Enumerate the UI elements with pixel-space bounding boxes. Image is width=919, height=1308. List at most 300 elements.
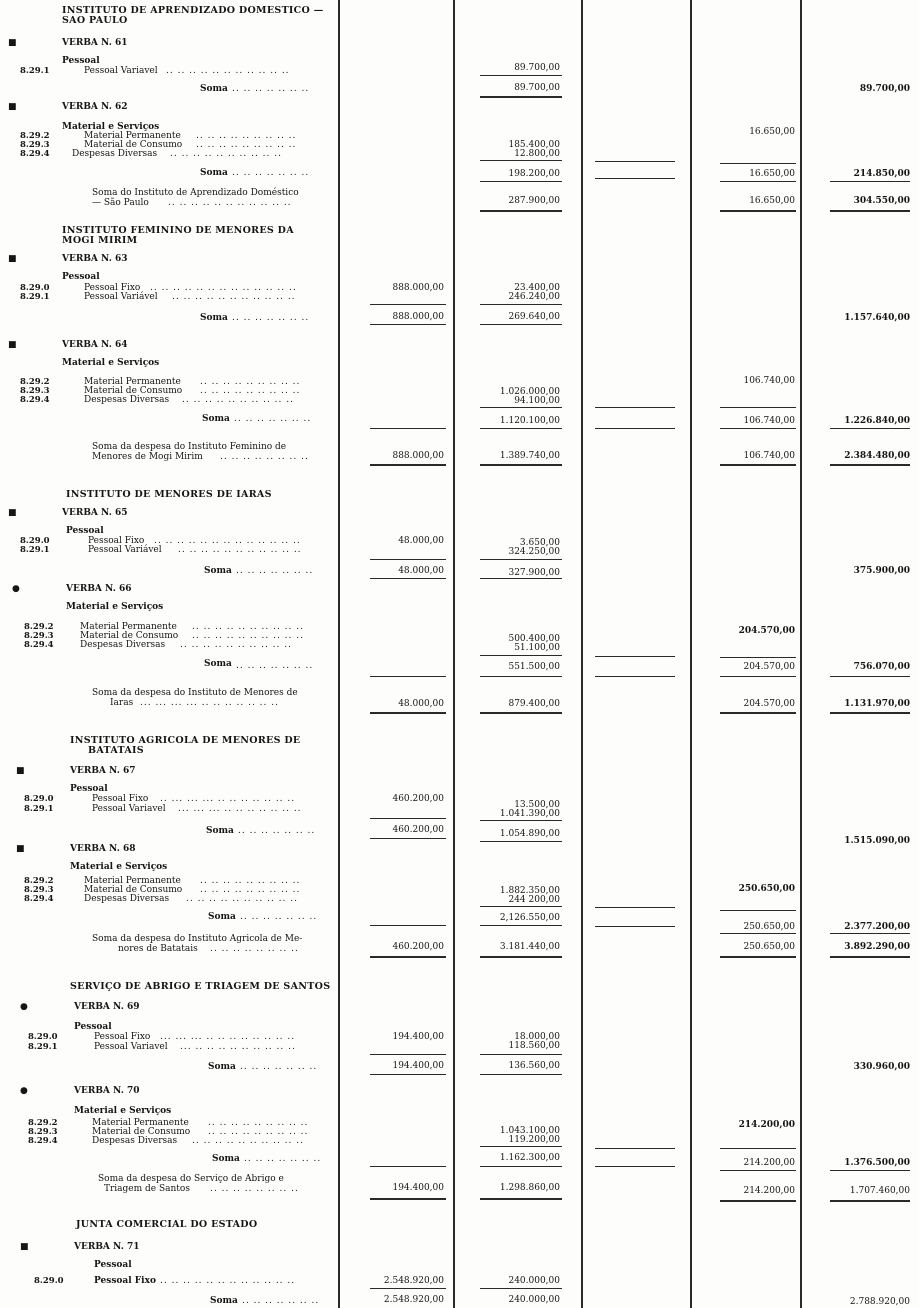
amount: 194.400,00 — [392, 1032, 444, 1042]
amount-total: 1.157.640,00 — [844, 313, 910, 323]
sum-rule — [480, 1198, 562, 1200]
margin-mark: ■ — [8, 102, 17, 112]
amount-total: 2.788.920,00 — [849, 1297, 910, 1307]
section-title: INSTITUTO FEMININO DE MENORES DA — [62, 225, 294, 236]
sum-rule — [370, 1166, 446, 1167]
margin-mark: ■ — [16, 766, 25, 776]
amount: 48.000,00 — [398, 699, 444, 709]
column-rule — [581, 0, 583, 1308]
account-code: 8.29.1 — [20, 292, 50, 302]
sum-rule — [595, 178, 675, 179]
amount: 3.181.440,00 — [499, 942, 560, 952]
amount: 198.200,00 — [508, 169, 560, 179]
sum-rule — [720, 163, 796, 164]
account-code: 8.29.4 — [24, 640, 54, 650]
amount: 1.026.000,00 — [499, 387, 560, 397]
sum-rule — [830, 1170, 910, 1171]
soma-label: Soma — [200, 84, 228, 94]
sum-rule — [720, 676, 796, 677]
sum-rule — [480, 1074, 562, 1075]
amount: 287.900,00 — [508, 196, 560, 206]
account-code: 8.29.1 — [20, 545, 50, 555]
sum-rule — [480, 559, 562, 560]
leader-dots: .. .. .. .. .. .. .. — [232, 168, 310, 178]
leader-dots: .. .. .. .. .. .. .. .. .. .. .. .. .. — [150, 283, 297, 293]
amount: 106.740,00 — [743, 451, 795, 461]
item-label: Material de Consumo — [84, 140, 183, 150]
item-label: Pessoal Fixo — [84, 283, 141, 293]
leader-dots: .. .. .. .. .. .. .. — [240, 1062, 318, 1072]
total-label-cont: nores de Batatais — [118, 944, 198, 954]
amount: 250.650,00 — [738, 884, 795, 894]
amount: 51.100,00 — [514, 643, 560, 653]
leader-dots: .. .. .. .. .. .. .. — [240, 912, 318, 922]
leader-dots: .. .. .. .. .. .. .. — [234, 414, 312, 424]
verba-label: VERBA N. 65 — [62, 508, 128, 518]
leader-dots: ... ... ... ... .. .. .. .. .. .. .. — [140, 698, 279, 708]
leader-dots: .. .. .. .. .. .. .. — [232, 84, 310, 94]
sum-rule — [480, 1146, 562, 1147]
account-code: 8.29.1 — [20, 66, 50, 76]
item-label: Pessoal Fixo — [92, 794, 149, 804]
amount: 3.650,00 — [519, 538, 560, 548]
amount: 106.740,00 — [743, 416, 795, 426]
account-code: 8.29.0 — [20, 536, 50, 546]
section-title: INSTITUTO DE APRENDIZADO DOMESTICO — — [62, 5, 324, 16]
amount: 460.200,00 — [392, 825, 444, 835]
sum-rule — [370, 1288, 446, 1289]
amount: 1.162.300,00 — [499, 1153, 560, 1163]
margin-mark: ■ — [8, 254, 17, 264]
section-title: JUNTA COMERCIAL DO ESTADO — [76, 1219, 258, 1230]
leader-dots: .. .. .. .. .. .. .. .. .. — [200, 876, 301, 886]
amount: 94.100,00 — [514, 396, 560, 406]
leader-dots: .. .. .. .. .. .. .. .. .. .. .. — [172, 292, 296, 302]
group-heading: Pessoal — [94, 1260, 132, 1270]
sum-rule — [595, 1148, 675, 1149]
account-code: 8.29.3 — [20, 386, 50, 396]
item-label: Despesas Diversas — [72, 149, 158, 159]
item-label: Material de Consumo — [80, 631, 179, 641]
leader-dots: .. .. .. .. .. .. .. .. .. — [208, 1118, 309, 1128]
amount: 214.200,00 — [743, 1186, 795, 1196]
leader-dots: ... ... ... .. .. .. .. .. .. .. .. — [160, 1032, 296, 1042]
group-heading: Pessoal — [74, 1022, 112, 1032]
leader-dots: .. .. .. .. .. .. .. .. .. .. .. — [178, 545, 302, 555]
amount-total: 2.384.480,00 — [844, 451, 910, 461]
soma-label: Soma — [208, 1062, 236, 1072]
item-label: Material Permanente — [84, 377, 181, 387]
leader-dots: .. .. .. .. .. .. .. .. .. .. .. — [168, 198, 292, 208]
amount: 327.900,00 — [508, 568, 560, 578]
sum-rule — [480, 578, 562, 579]
group-heading: Material e Serviços — [62, 122, 160, 132]
account-code: 8.29.2 — [24, 622, 54, 632]
leader-dots: ... ... ... .. .. .. .. .. .. .. — [178, 804, 302, 814]
group-heading: Pessoal — [62, 56, 100, 66]
sum-rule — [370, 838, 446, 839]
sum-rule — [595, 676, 675, 677]
margin-mark: ● — [20, 1086, 28, 1096]
amount: 106.740,00 — [743, 376, 795, 386]
soma-label: Soma — [204, 566, 232, 576]
amount: 18.000,00 — [514, 1032, 560, 1042]
item-label: Pessoal Variável — [88, 545, 162, 555]
amount-total: 1.515.090,00 — [844, 836, 910, 846]
amount: 1.389.740,00 — [499, 451, 560, 461]
total-label: Soma da despesa do Instituto Agricola de Me- — [92, 934, 303, 944]
account-code: 8.29.4 — [20, 395, 50, 405]
leader-dots: .. ... ... ... .. .. .. .. .. .. .. — [160, 794, 296, 804]
amount: 551.500,00 — [508, 662, 560, 672]
sum-rule — [480, 160, 562, 161]
amount: 2.548.920,00 — [383, 1276, 444, 1286]
sum-rule — [480, 464, 562, 466]
group-heading: Pessoal — [62, 272, 100, 282]
total-label-cont: Menores de Mogi Mirim — [92, 452, 203, 462]
sum-rule — [480, 820, 562, 821]
column-rule — [800, 0, 802, 1308]
sum-rule — [720, 1170, 796, 1171]
account-code: 8.29.4 — [24, 894, 54, 904]
item-label: Pessoal Fixo — [94, 1032, 151, 1042]
account-code: 8.29.3 — [24, 631, 54, 641]
leader-dots: .. .. .. .. .. .. .. .. .. — [200, 377, 301, 387]
leader-dots: .. .. .. .. .. .. .. .. .. — [196, 131, 297, 141]
sum-rule — [830, 1200, 910, 1202]
sum-rule — [480, 324, 562, 325]
sum-rule — [480, 304, 562, 305]
sum-rule — [720, 464, 796, 466]
margin-mark: ● — [12, 584, 20, 594]
account-code: 8.29.2 — [20, 131, 50, 141]
column-rule — [338, 0, 340, 1308]
sum-rule — [370, 559, 446, 560]
soma-label: Soma — [208, 912, 236, 922]
leader-dots: .. .. .. .. .. .. .. — [236, 566, 314, 576]
leader-dots: .. .. .. .. .. .. .. .. .. .. .. .. — [160, 1276, 296, 1286]
account-code: 8.29.4 — [20, 149, 50, 159]
soma-label: Soma — [212, 1154, 240, 1164]
sum-rule — [370, 818, 446, 819]
account-code: 8.29.3 — [28, 1127, 58, 1137]
soma-label: Soma — [202, 414, 230, 424]
leader-dots: .. .. .. .. .. .. .. — [244, 1154, 322, 1164]
margin-mark: ■ — [8, 38, 17, 48]
verba-label: VERBA N. 62 — [62, 102, 128, 112]
amount: 2,126.550,00 — [499, 913, 560, 923]
amount: 2.548.920,00 — [383, 1295, 444, 1305]
section-title-cont: SAO PAULO — [62, 15, 128, 26]
amount: 16.650,00 — [749, 169, 795, 179]
amount-total: 330.960,00 — [853, 1062, 910, 1072]
amount-total: 1.131.970,00 — [844, 699, 910, 709]
leader-dots: .. .. .. .. .. .. .. .. .. .. — [192, 1136, 304, 1146]
item-label: Material de Consumo — [84, 386, 183, 396]
amount: 460.200,00 — [392, 942, 444, 952]
amount: 250.650,00 — [743, 942, 795, 952]
verba-label: VERBA N. 66 — [66, 584, 132, 594]
sum-rule — [480, 925, 562, 926]
amount: 240.000,00 — [508, 1276, 560, 1286]
sum-rule — [370, 428, 446, 429]
leader-dots: .. .. .. .. .. .. .. .. .. .. — [192, 631, 304, 641]
amount-total: 2.377.200,00 — [844, 922, 910, 932]
sum-rule — [595, 926, 675, 927]
leader-dots: .. .. .. .. .. .. .. .. .. .. — [180, 640, 292, 650]
amount: 1.120.100,00 — [499, 416, 560, 426]
amount: 460.200,00 — [392, 794, 444, 804]
sum-rule — [480, 1166, 562, 1167]
sum-rule — [480, 407, 562, 408]
leader-dots: .. .. .. .. .. .. .. .. — [210, 944, 299, 954]
amount: 1.298.860,00 — [499, 1183, 560, 1193]
amount-total: 3.892.290,00 — [844, 942, 910, 952]
sum-rule — [720, 1200, 796, 1202]
sum-rule — [830, 676, 910, 677]
verba-label: VERBA N. 69 — [74, 1002, 140, 1012]
item-label: Despesas Diversas — [92, 1136, 178, 1146]
total-label: Soma da despesa do Instituto de Menores de — [92, 688, 298, 698]
group-heading: Pessoal — [66, 526, 104, 536]
margin-mark: ■ — [8, 508, 17, 518]
total-label-cont: Triagem de Santos — [104, 1184, 190, 1194]
sum-rule — [830, 712, 910, 714]
amount: 246.240,00 — [508, 292, 560, 302]
amount: 194.400,00 — [392, 1183, 444, 1193]
amount: 136.560,00 — [508, 1061, 560, 1071]
amount: 48.000,00 — [398, 536, 444, 546]
item-label: Pessoal Fixo — [88, 536, 145, 546]
sum-rule — [595, 656, 675, 657]
amount: 48.000,00 — [398, 566, 444, 576]
sum-rule — [720, 407, 796, 408]
column-rule — [453, 0, 455, 1308]
sum-rule — [480, 676, 562, 677]
total-label: Soma da despesa do Serviço de Abrigo e — [98, 1174, 284, 1184]
sum-rule — [370, 304, 446, 305]
leader-dots: .. .. .. .. .. .. .. .. .. .. .. .. .. — [154, 536, 301, 546]
amount: 214.200,00 — [738, 1120, 795, 1130]
amount: 250.650,00 — [743, 922, 795, 932]
sum-rule — [595, 907, 675, 908]
total-label: Soma do Instituto de Aprendizado Doméstico — [92, 188, 299, 198]
section-title-cont: MOGI MIRIM — [62, 235, 138, 246]
leader-dots: .. .. .. .. .. .. .. .. .. .. — [186, 894, 298, 904]
section-title-cont: BATATAIS — [88, 745, 144, 756]
sum-rule — [370, 956, 446, 958]
item-label: Pessoal Fixo — [94, 1276, 156, 1286]
verba-label: VERBA N. 70 — [74, 1086, 140, 1096]
margin-mark: ● — [20, 1002, 28, 1012]
amount: 16.650,00 — [749, 196, 795, 206]
amount: 204.570,00 — [743, 699, 795, 709]
amount: 16.650,00 — [749, 127, 795, 137]
amount: 1.882.350,00 — [499, 886, 560, 896]
sum-rule — [480, 906, 562, 907]
amount-total: 1.226.840,00 — [844, 416, 910, 426]
sum-rule — [480, 75, 562, 76]
amount-total: 1.707.460,00 — [849, 1186, 910, 1196]
amount: 269.640,00 — [508, 312, 560, 322]
sum-rule — [480, 956, 562, 958]
account-code: 8.29.2 — [24, 876, 54, 886]
sum-rule — [720, 428, 796, 429]
amount: 888.000,00 — [392, 312, 444, 322]
sum-rule — [480, 210, 562, 212]
item-label: Despesas Diversas — [84, 395, 170, 405]
item-label: Pessoal Variavel — [84, 66, 158, 76]
leader-dots: .. .. .. .. .. .. .. .. .. — [200, 386, 301, 396]
sum-rule — [830, 181, 910, 182]
sum-rule — [370, 578, 446, 579]
sum-rule — [370, 464, 446, 466]
account-code: 8.29.2 — [28, 1118, 58, 1128]
sum-rule — [595, 161, 675, 162]
sum-rule — [370, 1074, 446, 1075]
soma-label: Soma — [204, 659, 232, 669]
item-label: Material de Consumo — [92, 1127, 191, 1137]
sum-rule — [720, 933, 796, 934]
total-label: Soma da despesa do Instituto Feminino de — [92, 442, 287, 452]
group-heading: Material e Serviços — [70, 862, 168, 872]
amount: 1.043.100,00 — [499, 1126, 560, 1136]
sum-rule — [480, 841, 562, 842]
sum-rule — [480, 428, 562, 429]
sum-rule — [480, 1288, 562, 1289]
section-title: SERVIÇO DE ABRIGO E TRIAGEM DE SANTOS — [70, 981, 331, 992]
item-label: Pessoal Variavel — [94, 1042, 168, 1052]
sum-rule — [480, 96, 562, 98]
sum-rule — [480, 1054, 562, 1055]
sum-rule — [370, 925, 446, 926]
sum-rule — [595, 428, 675, 429]
sum-rule — [480, 181, 562, 182]
amount-total: 756.070,00 — [853, 662, 910, 672]
amount: 204.570,00 — [743, 662, 795, 672]
sum-rule — [720, 657, 796, 658]
leader-dots: ... .. .. .. .. .. .. .. .. .. — [180, 1042, 296, 1052]
item-label: Despesas Diversas — [84, 894, 170, 904]
leader-dots: .. .. .. .. .. .. .. — [236, 661, 314, 671]
amount: 1.054.890,00 — [499, 829, 560, 839]
leader-dots: .. .. .. .. .. .. .. .. .. — [200, 885, 301, 895]
soma-label: Soma — [200, 313, 228, 323]
leader-dots: .. .. .. .. .. .. .. .. — [210, 1184, 299, 1194]
amount: 324.250,00 — [508, 547, 560, 557]
verba-label: VERBA N. 71 — [74, 1242, 140, 1252]
leader-dots: .. .. .. .. .. .. .. .. .. .. — [182, 395, 294, 405]
account-code: 8.29.3 — [24, 885, 54, 895]
account-code: 8.29.2 — [20, 377, 50, 387]
amount: 12.800,00 — [514, 149, 560, 159]
total-label-cont: Iaras — [110, 698, 134, 708]
amount: 244 200,00 — [508, 895, 560, 905]
leader-dots: .. .. .. .. .. .. .. — [238, 826, 316, 836]
amount: 879.400,00 — [508, 699, 560, 709]
leader-dots: .. .. .. .. .. .. .. — [242, 1296, 320, 1306]
sum-rule — [595, 1166, 675, 1167]
sum-rule — [480, 712, 562, 714]
sum-rule — [370, 1054, 446, 1055]
sum-rule — [720, 210, 796, 212]
account-code: 8.29.1 — [28, 1042, 58, 1052]
amount: 240.000,00 — [508, 1295, 560, 1305]
item-label: Pessoal Variável — [84, 292, 158, 302]
account-code: 8.29.4 — [28, 1136, 58, 1146]
sum-rule — [830, 956, 910, 958]
amount: 119.200,00 — [508, 1135, 560, 1145]
sum-rule — [720, 1148, 796, 1149]
item-label: Material Permanente — [84, 876, 181, 886]
amount: 500.400,00 — [508, 634, 560, 644]
sum-rule — [720, 712, 796, 714]
account-code: 8.29.0 — [34, 1276, 64, 1286]
amount: 89.700,00 — [514, 63, 560, 73]
leader-dots: .. .. .. .. .. .. .. .. .. — [208, 1127, 309, 1137]
amount: 204.570,00 — [738, 626, 795, 636]
account-code: 8.29.3 — [20, 140, 50, 150]
sum-rule — [370, 1198, 446, 1200]
item-label: Pessoal Variavel — [92, 804, 166, 814]
section-title: INSTITUTO DE MENORES DE IARAS — [66, 489, 272, 500]
verba-label: VERBA N. 68 — [70, 844, 136, 854]
leader-dots: .. .. .. .. .. .. .. .. — [220, 452, 309, 462]
amount-total: 214.850,00 — [853, 169, 910, 179]
margin-mark: ■ — [20, 1242, 29, 1252]
soma-label: Soma — [210, 1296, 238, 1306]
sum-rule — [720, 910, 796, 911]
amount: 13.500,00 — [514, 800, 560, 810]
verba-label: VERBA N. 63 — [62, 254, 128, 264]
verba-label: VERBA N. 67 — [70, 766, 136, 776]
total-label-cont: — São Paulo — [92, 198, 149, 208]
amount: 89.700,00 — [514, 83, 560, 93]
sum-rule — [830, 933, 910, 934]
section-title: INSTITUTO AGRICOLA DE MENORES DE — [70, 735, 301, 746]
margin-mark: ■ — [16, 844, 25, 854]
account-code: 8.29.0 — [28, 1032, 58, 1042]
group-heading: Material e Serviços — [62, 358, 160, 368]
amount: 214.200,00 — [743, 1158, 795, 1168]
verba-label: VERBA N. 64 — [62, 340, 128, 350]
account-code: 8.29.0 — [20, 283, 50, 293]
sum-rule — [480, 655, 562, 656]
group-heading: Pessoal — [70, 784, 108, 794]
amount: 23.400,00 — [514, 283, 560, 293]
group-heading: Material e Serviços — [74, 1106, 172, 1116]
amount: 888.000,00 — [392, 451, 444, 461]
group-heading: Material e Serviços — [66, 602, 164, 612]
sum-rule — [595, 407, 675, 408]
amount: 185.400,00 — [508, 140, 560, 150]
amount: 1.041.390,00 — [499, 809, 560, 819]
sum-rule — [370, 712, 446, 714]
item-label: Material Permanente — [92, 1118, 189, 1128]
item-label: Material de Consumo — [84, 885, 183, 895]
leader-dots: .. .. .. .. .. .. .. .. .. — [196, 140, 297, 150]
item-label: Despesas Diversas — [80, 640, 166, 650]
sum-rule — [830, 464, 910, 466]
leader-dots: .. .. .. .. .. .. .. .. .. .. — [170, 149, 282, 159]
sum-rule — [830, 210, 910, 212]
leader-dots: .. .. .. .. .. .. .. — [232, 313, 310, 323]
amount-total: 304.550,00 — [853, 196, 910, 206]
soma-label: Soma — [200, 168, 228, 178]
account-code: 8.29.0 — [24, 794, 54, 804]
sum-rule — [370, 676, 446, 677]
sum-rule — [830, 428, 910, 429]
